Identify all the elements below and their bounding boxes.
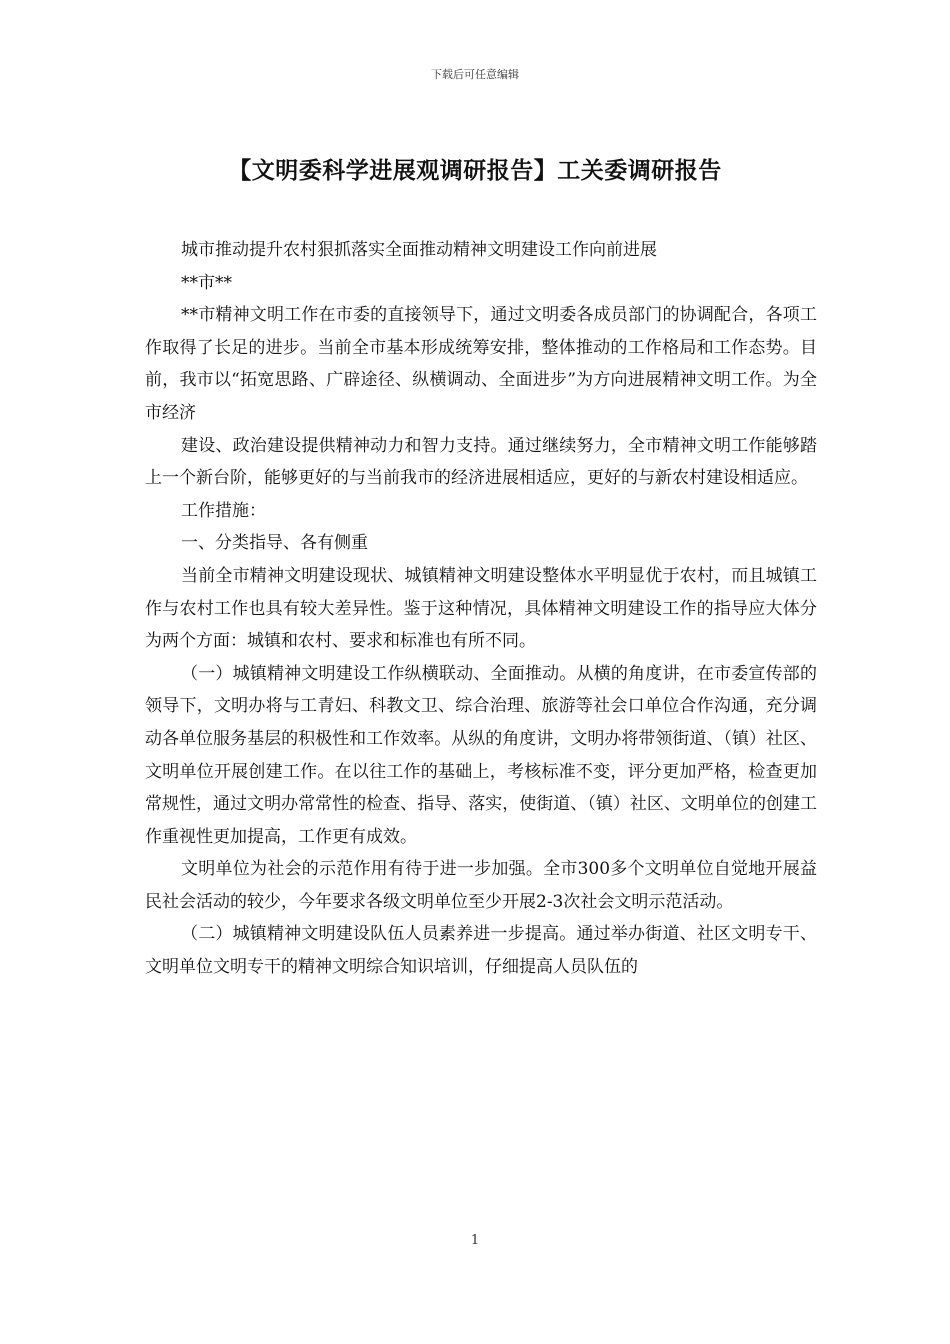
paragraph-author: **市** [181,272,232,293]
document-title: 【文明委科学进展观调研报告】工关委调研报告 [228,157,722,184]
header-note: 下载后可任意编辑 [431,68,519,81]
page-number: 1 [470,1233,480,1248]
paragraph: 文明单位为社会的示范作用有待于进一步加强。全市300多个文明单位自觉地开展益民社会活动的较少，今年要求各级文明单位至少开展2-3次社会文明示范活动。 [145,859,817,912]
paragraph-heading-measures: 工作措施： [181,500,266,521]
paragraph-subtitle: 城市推动提升农村狠抓落实全面推动精神文明建设工作向前进展 [181,240,657,260]
paragraph: （一）城镇精神文明建设工作纵横联动、全面推动。从横的角度讲，在市委宣传部的领导下，文明办将与工青妇、科教文卫、综合治理、旅游等社会口单位合作沟通，充分调动各单位服务基层的积极性和工作效率。从纵的角度讲，文明办将带领街道、（镇）社区、文明单位开展创建工作。在以往工作的基础上，考核标准不变，评分更加严格，检查更加常规性，通过文明办常常性的检查、指导、落实，使街道、（镇）社区、文明单位的创建工作重视性更加提高，工作更有成效。 [145,663,817,847]
paragraph-heading-section-1: 一、分类指导、各有侧重 [181,533,368,554]
document-body [145,234,817,984]
paragraph: 建设、政治建设提供精神动力和智力支持。通过继续努力，全市精神文明工作能够踏上一个新台阶，能够更好的与当前我市的经济进展相适应，更好的与新农村建设相适应。 [145,435,817,489]
paragraph: 当前全市精神文明建设现状、城镇精神文明建设整体水平明显优于农村，而且城镇工作与农村工作也具有较大差异性。鉴于这种情况，具体精神文明建设工作的指导应大体分为两个方面：城镇和农村、要求和标准也有所不同。 [145,565,817,652]
paragraph: （二）城镇精神文明建设队伍人员素养进一步提高。通过举办街道、社区文明专干、文明单位文明专干的精神文明综合知识培训，仔细提高人员队伍的 [145,924,817,978]
paragraph: **市精神文明工作在市委的直接领导下，通过文明委各成员部门的协调配合，各项工作取得了长足的进步。当前全市基本形成统筹安排，整体推动的工作格局和工作态势。目前，我市以“拓宽思路、广辟途径、纵横调动、全面进步”为方向进展精神文明工作。为全市经济 [145,305,817,423]
